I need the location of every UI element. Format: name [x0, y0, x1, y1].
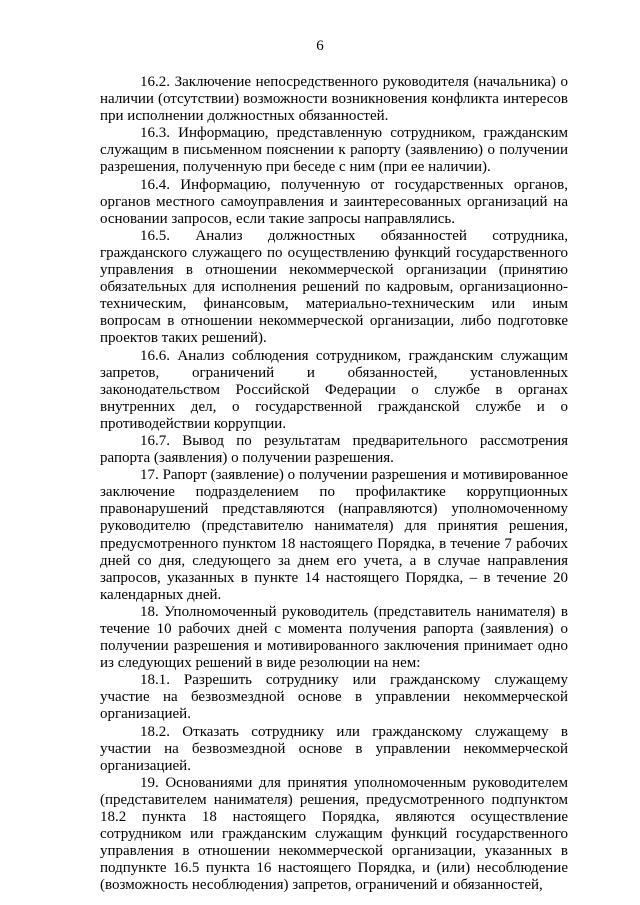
paragraph-18: 18. Уполномоченный руководитель (представитель нанимателя) в течение 10 рабочих дней с момента получения рапорта (заявления) о получении разрешения и мотивированного заключения принимает одно из следующих решений в виде резолюции на нем:: [100, 603, 568, 672]
paragraph-16-3: 16.3. Информацию, представленную сотрудником, гражданским служащим в письменном пояснении к рапорту (заявлению) о получении разрешения, полученную при беседе с ним (при ее наличии).: [100, 125, 568, 176]
paragraph-18-2: 18.2. Отказать сотруднику или гражданскому служащему в участии на безвозмездной основе в управлении некоммерческой организацией.: [100, 723, 568, 774]
document-body: [100, 74, 568, 895]
paragraph-19: 19. Основаниями для принятия уполномоченным руководителем (представителем нанимателя) решения, предусмотренного подпунктом 18.2 пункта 18 настоящего Порядка, являются осуществление сотрудником или гражданским служащим функций государственного управления в отношении некоммерческой организации, указанных в подпункте 16.5 пункта 16 настоящего Порядка, и (или) несоблюдение (возможность несоблюдения) запретов, ограничений и обязанностей,: [100, 774, 568, 894]
paragraph-16-2: 16.2. Заключение непосредственного руководителя (начальника) о наличии (отсутствии) возможности возникновения конфликта интересов при исполнении должностных обязанностей.: [100, 74, 568, 125]
page-number: 6: [316, 38, 324, 54]
paragraph-18-1: 18.1. Разрешить сотруднику или гражданскому служащему участие на безвозмездной основе в управлении некоммерческой организацией.: [100, 672, 568, 723]
paragraph-16-7: 16.7. Вывод по результатам предварительного рассмотрения рапорта (заявления) о получении разрешения.: [100, 432, 568, 467]
paragraph-16-6: 16.6. Анализ соблюдения сотрудником, гражданским служащим запретов, ограничений и обязанностей, установленных законодательством Российской Федерации о службе в органах внутренних дел, о государственной гражданской службе и о противодействии коррупции.: [100, 347, 568, 432]
paragraph-17: 17. Рапорт (заявление) о получении разрешения и мотивированное заключение подразделением по профилактике коррупционных правонарушений представляются (направляются) уполномоченному руководителю (представителю нанимателя) для принятия решения, предусмотренного пунктом 18 настоящего Порядка, в течение 7 рабочих дней со дня, следующего за днем его учета, а в случае направления запросов, указанных в пункте 14 настоящего Порядка, – в течение 20 календарных дней.: [100, 467, 568, 603]
paragraph-16-4: 16.4. Информацию, полученную от государственных органов, органов местного самоуправления и заинтересованных организаций на основании запросов, если такие запросы направлялись.: [100, 176, 568, 227]
paragraph-16-5: 16.5. Анализ должностных обязанностей сотрудника, гражданского служащего по осуществлению функций государственного управления в отношении некоммерческой организации (принятию обязательных для исполнения решений по кадровым, организационно-техническим, финансовым, материально-техническим или иным вопросам в отношении некоммерческой организации, либо подготовке проектов таких решений).: [100, 227, 568, 347]
